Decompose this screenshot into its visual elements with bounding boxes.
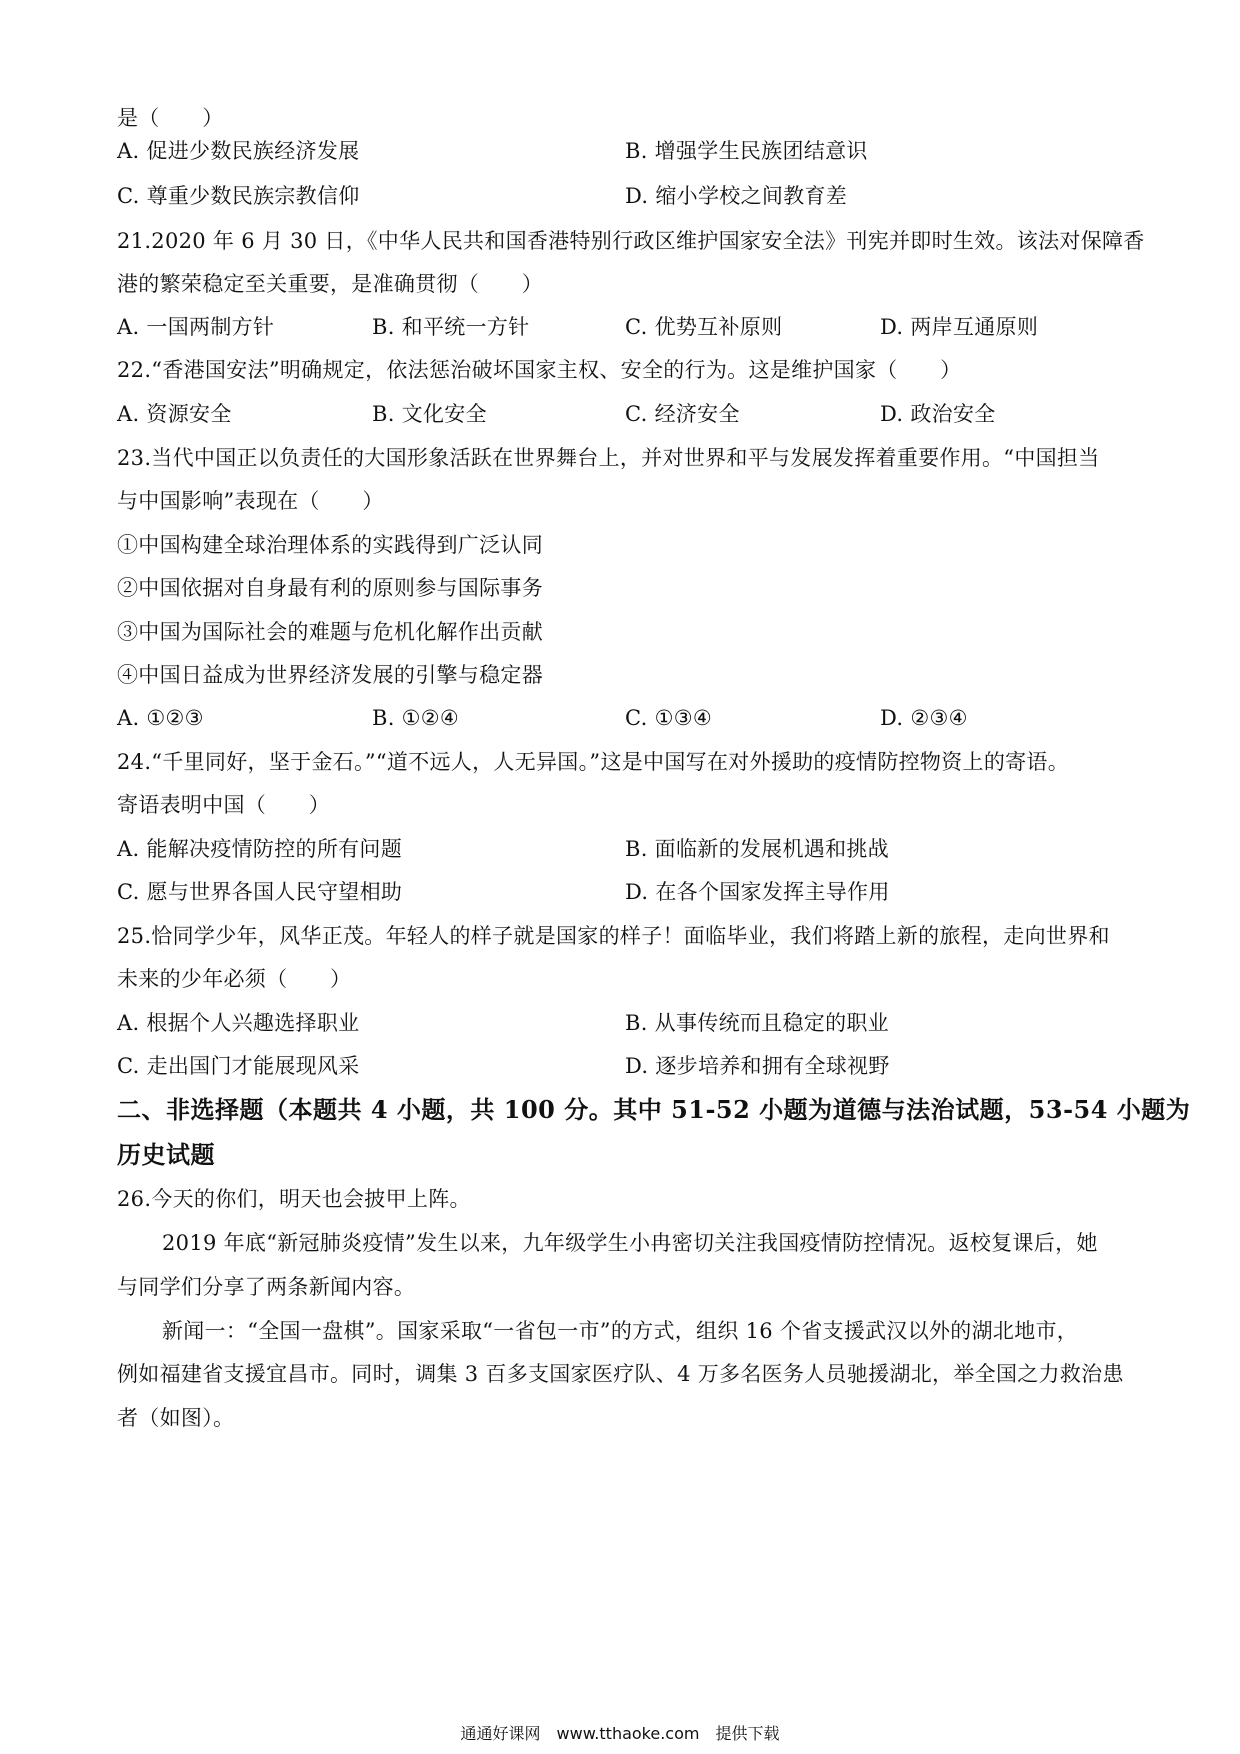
q23-stem-line2: 与中国影响”表现在（ ） [117, 489, 384, 513]
q22-option-b: B. 文化安全 [372, 402, 487, 426]
q21-option-b: B. 和平统一方针 [372, 315, 530, 339]
q22-stem: 22.“香港国安法”明确规定，依法惩治破坏国家主权、安全的行为。这是维护国家（ ） [117, 358, 962, 382]
q23-option-c: C. ①③④ [625, 706, 712, 730]
q26-para1-line2: 与同学们分享了两条新闻内容。 [117, 1275, 416, 1299]
q20-option-b: B. 增强学生民族团结意识 [625, 139, 868, 163]
q25-option-d: D. 逐步培养和拥有全球视野 [625, 1054, 890, 1078]
q21-option-c: C. 优势互补原则 [625, 315, 783, 339]
q22-option-a: A. 资源安全 [117, 402, 232, 426]
section-heading-line2: 历史试题 [117, 1140, 215, 1169]
q22-option-c: C. 经济安全 [625, 402, 740, 426]
q25-stem-line1: 25.恰同学少年，风华正茂。年轻人的样子就是国家的样子！面临毕业，我们将踏上新的旅程，走向世界和 [117, 924, 1110, 948]
q24-option-b: B. 面临新的发展机遇和挑战 [625, 837, 889, 861]
q26-title: 26.今天的你们，明天也会披甲上阵。 [117, 1187, 471, 1211]
q21-option-d: D. 两岸互通原则 [880, 315, 1039, 339]
q25-option-a: A. 根据个人兴趣选择职业 [117, 1011, 360, 1035]
q25-option-c: C. 走出国门才能展现风采 [117, 1054, 360, 1078]
q26-para1-line1: 2019 年底“新冠肺炎疫情”发生以来，九年级学生小冉密切关注我国疫情防控情况。返校复课后，她 [162, 1231, 1098, 1255]
q23-stem-line1: 23.当代中国正以负责任的大国形象活跃在世界舞台上，并对世界和平与发展发挥着重要作用。“中国担当 [117, 446, 1100, 470]
q26-para2-line1: 新闻一：“全国一盘棋”。国家采取“一省包一市”的方式，组织 16 个省支援武汉以外的湖北地市， [162, 1319, 1079, 1343]
q20-option-d: D. 缩小学校之间教育差 [625, 184, 848, 208]
q20-option-c: C. 尊重少数民族宗教信仰 [117, 184, 360, 208]
q24-stem-line1: 24.“千里同好，坚于金石。”“道不远人，人无异国。”这是中国写在对外援助的疫情防控物资上的寄语。 [117, 750, 1070, 774]
q23-item-1: ①中国构建全球治理体系的实践得到广泛认同 [117, 533, 543, 557]
q21-option-a: A. 一国两制方针 [117, 315, 275, 339]
q26-para2-line3: 者（如图）。 [117, 1406, 235, 1430]
q24-stem-line2: 寄语表明中国（ ） [117, 793, 330, 817]
q21-stem-line1: 21.2020 年 6 月 30 日，《中华人民共和国香港特别行政区维护国家安全法》刊宪并即时生效。该法对保障香 [117, 229, 1145, 253]
q22-option-d: D. 政治安全 [880, 402, 996, 426]
q26-para2-line2: 例如福建省支援宜昌市。同时，调集 3 百多支国家医疗队、4 万多名医务人员驰援湖北，举全国之力救治患 [117, 1362, 1124, 1386]
q21-stem-line2: 港的繁荣稳定至关重要，是准确贯彻（ ） [117, 272, 543, 296]
q23-option-b: B. ①②④ [372, 706, 460, 730]
q25-stem-line2: 未来的少年必须（ ） [117, 967, 352, 991]
q20-option-a: A. 促进少数民族经济发展 [117, 139, 360, 163]
q23-item-2: ②中国依据对自身最有利的原则参与国际事务 [117, 576, 543, 600]
q23-item-4: ④中国日益成为世界经济发展的引擎与稳定器 [117, 663, 543, 687]
q24-option-a: A. 能解决疫情防控的所有问题 [117, 837, 403, 861]
section-heading-line1: 二、非选择题（本题共 4 小题，共 100 分。其中 51-52 小题为道德与法治试题，53-54 小题为 [117, 1095, 1191, 1124]
q23-item-3: ③中国为国际社会的难题与危机化解作出贡献 [117, 620, 543, 644]
q25-option-b: B. 从事传统而且稳定的职业 [625, 1011, 889, 1035]
q20-stem-tail: 是（ ） [117, 106, 224, 130]
q24-option-c: C. 愿与世界各国人民守望相助 [117, 880, 403, 904]
page-footer: 通通好课网 www.tthaoke.com 提供下载 [460, 1724, 780, 1743]
q24-option-d: D. 在各个国家发挥主导作用 [625, 880, 890, 904]
q23-option-d: D. ②③④ [880, 706, 968, 730]
q23-option-a: A. ①②③ [117, 706, 204, 730]
